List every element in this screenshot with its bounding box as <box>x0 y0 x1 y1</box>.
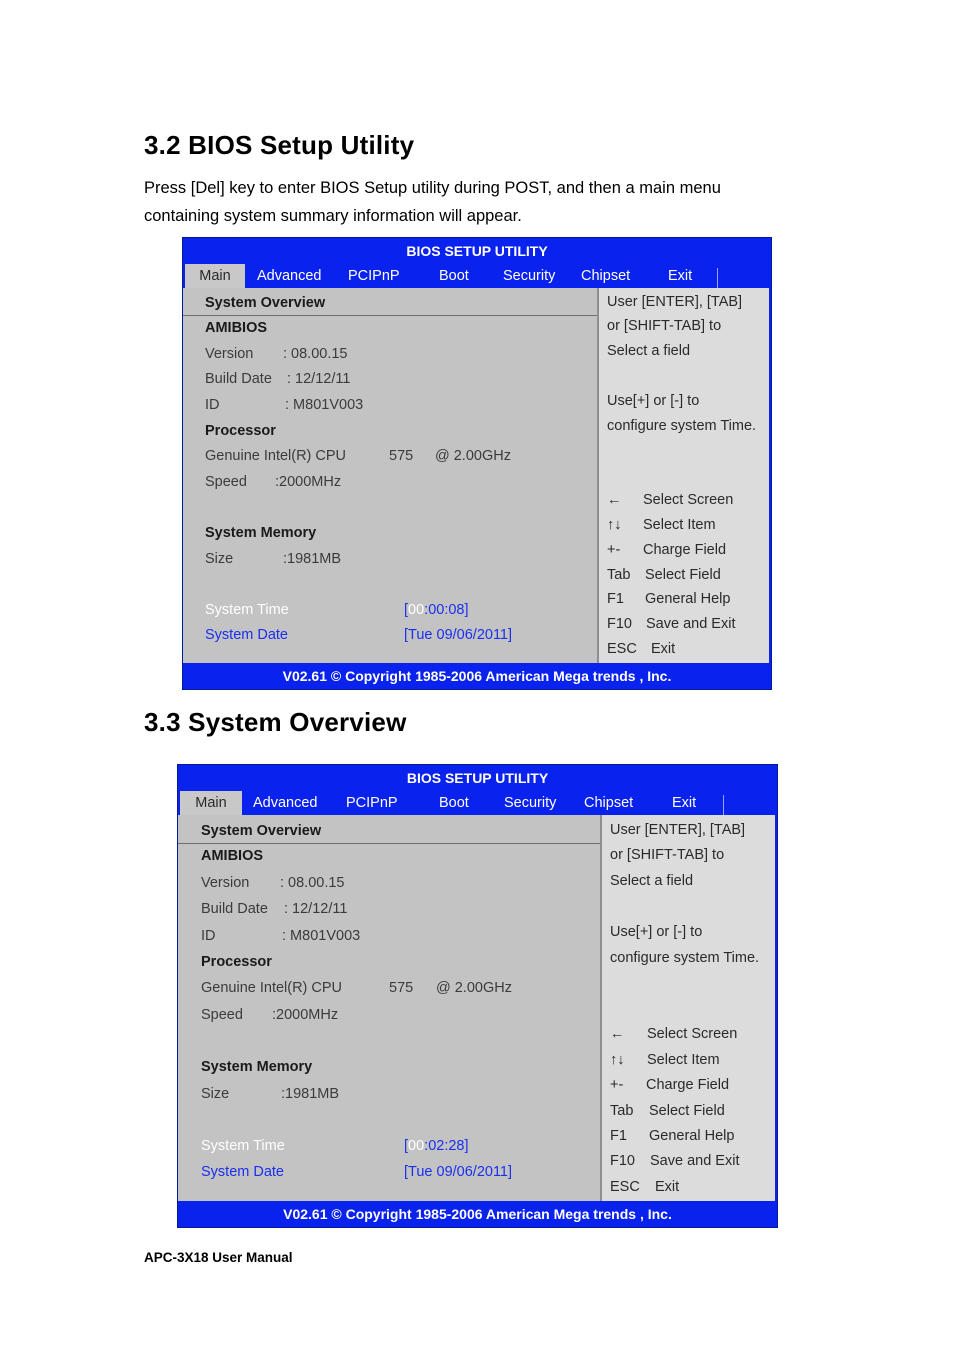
key-tab: Tab <box>610 1103 634 1119</box>
key-f1: F1 <box>607 591 624 607</box>
tab-exit[interactable]: Exit <box>672 795 697 811</box>
overview-title: System Overview <box>205 295 326 311</box>
bios-copyright: V02.61 © Copyright 1985-2006 American Mega trends , Inc. <box>282 668 672 684</box>
key-desc-select-field: Select Field <box>649 1103 725 1119</box>
overview-title: System Overview <box>201 823 322 839</box>
page-footer: APC-3X18 User Manual <box>144 1250 293 1265</box>
system-date-label[interactable]: System Date <box>205 627 288 643</box>
tab-boot[interactable]: Boot <box>439 268 469 284</box>
key-esc: ESC <box>610 1179 640 1195</box>
help-line-3: Select a field <box>610 873 694 889</box>
key-f1: F1 <box>610 1128 627 1144</box>
tab-advanced[interactable]: Advanced <box>253 795 318 811</box>
key-esc: ESC <box>607 641 637 657</box>
help-line-5: configure system Time. <box>607 418 757 434</box>
tab-boot[interactable]: Boot <box>439 795 469 811</box>
cpu-name: Genuine Intel(R) CPU <box>205 448 347 464</box>
key-desc-general-help: General Help <box>649 1128 735 1144</box>
bios-title: BIOS SETUP UTILITY <box>406 243 548 259</box>
bios-title: BIOS SETUP UTILITY <box>406 770 549 786</box>
tab-main[interactable]: Main <box>180 791 242 815</box>
key-desc-select-field: Select Field <box>645 567 721 583</box>
id-label: ID <box>205 397 220 413</box>
size-label: Size <box>201 1086 230 1102</box>
help-line-1: User [ENTER], [TAB] <box>607 294 743 310</box>
key-desc-select-item: Select Item <box>643 517 716 533</box>
speed-label: Speed <box>201 1007 243 1023</box>
time-open-bracket: [ <box>404 1138 409 1154</box>
key-tab: Tab <box>607 567 631 583</box>
bios-copyright: V02.61 © Copyright 1985-2006 American Mega trends , Inc. <box>283 1206 672 1222</box>
overview-separator <box>183 315 597 316</box>
id-value: : M801V003 <box>285 397 364 413</box>
version-value: : 08.00.15 <box>283 346 348 362</box>
tab-exit[interactable]: Exit <box>668 268 693 284</box>
time-rest: :00:08] <box>424 602 469 618</box>
key-desc-select-item: Select Item <box>647 1052 720 1068</box>
key-desc-save-exit: Save and Exit <box>646 616 736 632</box>
overview-separator <box>178 843 600 844</box>
key-desc-charge-field: Charge Field <box>646 1077 730 1093</box>
cpu-model: 575 <box>389 448 414 464</box>
help-panel <box>599 288 769 663</box>
section-heading-bios-setup: 3.2 BIOS Setup Utility <box>144 130 415 160</box>
key-desc-select-screen: Select Screen <box>647 1026 738 1042</box>
key-desc-save-exit: Save and Exit <box>650 1153 740 1169</box>
menubar-divider <box>717 268 718 288</box>
help-line-1: User [ENTER], [TAB] <box>610 822 746 838</box>
bios-menubar <box>178 791 777 815</box>
intro-paragraph <box>144 174 784 230</box>
system-date-value[interactable]: [Tue 09/06/2011] <box>404 1164 513 1180</box>
key-left-arrow-icon: ← <box>610 1026 625 1042</box>
size-label: Size <box>205 551 234 567</box>
cpu-frequency: @ 2.00GHz <box>436 980 512 996</box>
processor-heading: Processor <box>205 423 276 439</box>
time-open-bracket: [ <box>404 602 409 618</box>
bios-screenshot-1 <box>182 237 772 690</box>
build-date-label: Build Date <box>205 371 272 387</box>
speed-label: Speed <box>205 474 247 490</box>
key-left-arrow-icon: ← <box>607 492 622 508</box>
cpu-model: 575 <box>389 980 414 996</box>
speed-value: :2000MHz <box>275 474 342 490</box>
key-updown-arrow-icon: ↑↓ <box>610 1052 625 1068</box>
system-time-label[interactable]: System Time <box>205 602 289 618</box>
build-date-value: : 12/12/11 <box>284 901 348 917</box>
cpu-frequency: @ 2.00GHz <box>435 448 511 464</box>
key-f10: F10 <box>610 1153 635 1169</box>
build-date-label: Build Date <box>201 901 268 917</box>
key-desc-exit: Exit <box>655 1179 680 1195</box>
main-panel <box>178 815 602 1201</box>
help-line-2: or [SHIFT-TAB] to <box>610 847 725 863</box>
tab-security[interactable]: Security <box>503 268 556 284</box>
system-memory-heading: System Memory <box>201 1059 313 1075</box>
key-plus-minus: +- <box>610 1077 624 1093</box>
system-memory-heading: System Memory <box>205 525 317 541</box>
amibios-heading: AMIBIOS <box>201 848 264 864</box>
speed-value: :2000MHz <box>272 1007 339 1023</box>
help-line-2: or [SHIFT-TAB] to <box>607 318 722 334</box>
tab-pcipnp[interactable]: PCIPnP <box>348 268 400 284</box>
help-line-5: configure system Time. <box>610 950 760 966</box>
system-time-value[interactable] <box>404 602 469 618</box>
tab-advanced[interactable]: Advanced <box>257 268 322 284</box>
main-panel <box>183 288 599 663</box>
id-label: ID <box>201 928 216 944</box>
system-date-label[interactable]: System Date <box>201 1164 284 1180</box>
system-time-label[interactable]: System Time <box>201 1138 285 1154</box>
time-hour-selected[interactable]: 00 <box>408 1138 425 1154</box>
help-line-3: Select a field <box>607 343 691 359</box>
id-value: : M801V003 <box>282 928 361 944</box>
intro-line-2: containing system summary information will appear. <box>144 207 522 225</box>
time-hour-selected[interactable]: 00 <box>408 602 425 618</box>
size-value: :1981MB <box>283 551 342 567</box>
bios-screenshot-2 <box>177 764 778 1228</box>
tab-security[interactable]: Security <box>504 795 557 811</box>
amibios-heading: AMIBIOS <box>205 320 268 336</box>
help-line-4: Use[+] or [-] to <box>610 924 703 940</box>
key-plus-minus: +- <box>607 542 621 558</box>
key-f10: F10 <box>607 616 632 632</box>
tab-chipset[interactable]: Chipset <box>584 795 634 811</box>
help-panel <box>602 815 775 1201</box>
version-value: : 08.00.15 <box>280 875 345 891</box>
time-rest: :02:28] <box>424 1138 469 1154</box>
key-desc-exit: Exit <box>651 641 676 657</box>
intro-line-1: Press [Del] key to enter BIOS Setup utility during POST, and then a main menu <box>144 179 721 197</box>
processor-heading: Processor <box>201 954 272 970</box>
help-line-4: Use[+] or [-] to <box>607 393 700 409</box>
version-label: Version <box>201 875 250 891</box>
cpu-name: Genuine Intel(R) CPU <box>201 980 343 996</box>
tab-pcipnp[interactable]: PCIPnP <box>346 795 398 811</box>
key-updown-arrow-icon: ↑↓ <box>607 517 622 533</box>
bios-menubar <box>183 264 771 288</box>
size-value: :1981MB <box>281 1086 340 1102</box>
tab-chipset[interactable]: Chipset <box>581 268 631 284</box>
menubar-divider <box>723 795 724 815</box>
tab-main[interactable]: Main <box>185 264 245 288</box>
key-desc-select-screen: Select Screen <box>643 492 734 508</box>
system-time-value[interactable] <box>404 1138 469 1154</box>
section-heading-system-overview: 3.3 System Overview <box>144 707 407 737</box>
key-desc-general-help: General Help <box>645 591 731 607</box>
system-date-value[interactable]: [Tue 09/06/2011] <box>404 627 513 643</box>
build-date-value: : 12/12/11 <box>287 371 351 387</box>
version-label: Version <box>205 346 254 362</box>
key-desc-charge-field: Charge Field <box>643 542 727 558</box>
